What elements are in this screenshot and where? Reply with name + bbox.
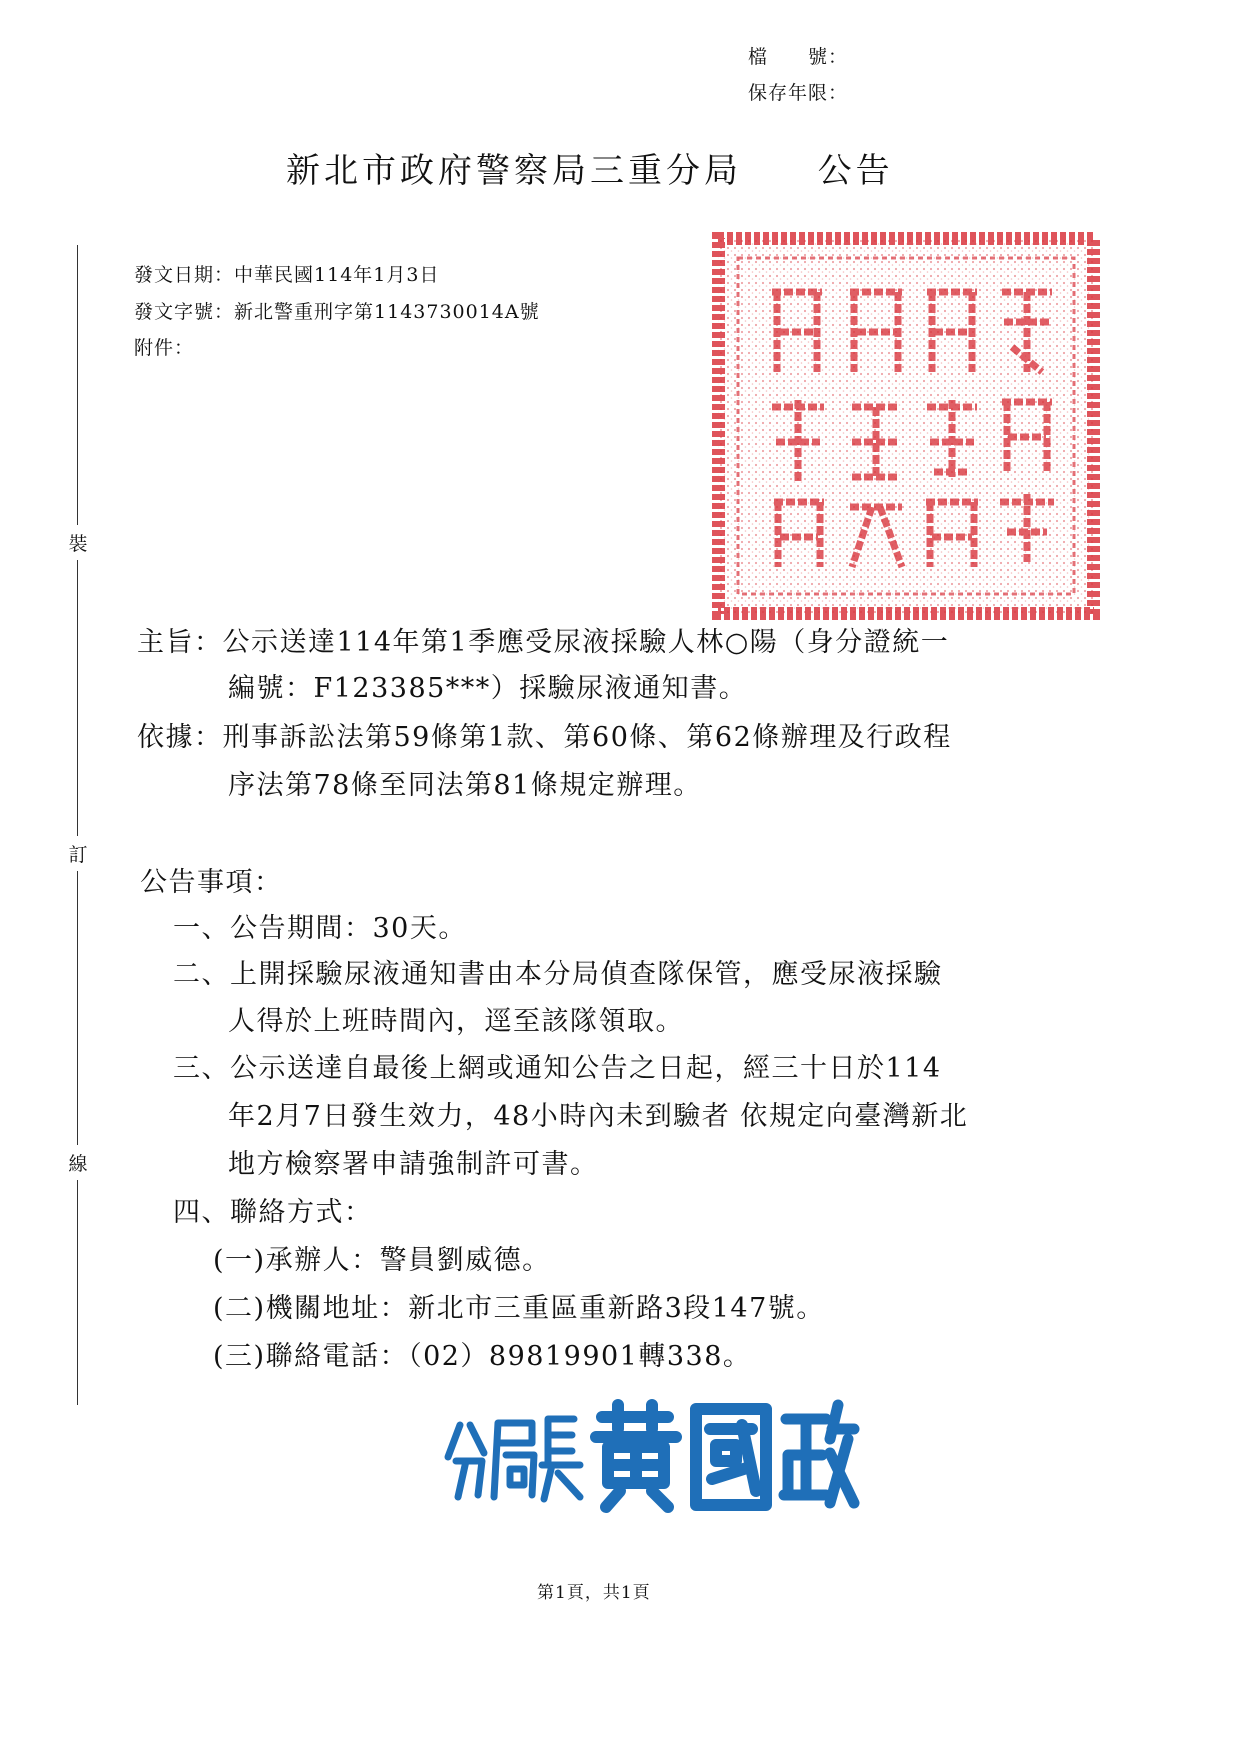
- notice-item-2-text-2: 人得於上班時間內，逕至該隊領取。: [228, 1006, 684, 1037]
- binding-line: [77, 245, 78, 1405]
- subject-label: 主旨：: [137, 627, 223, 658]
- page-footer: 第1頁，共1頁: [537, 1583, 651, 1603]
- contact-address: (二)機關地址：新北市三重區重新路3段147號。: [213, 1293, 825, 1324]
- notice-item-3-number: 三、: [173, 1053, 230, 1084]
- notice-item-4-number: 四、: [173, 1197, 230, 1228]
- title-org: 新北市政府警察局三重分局: [286, 151, 742, 191]
- issue-date-label: 發文日期：: [134, 264, 235, 286]
- binding-mark-zhuang: 裝: [64, 525, 92, 560]
- notice-item-3-text-2: 年2月7日發生效力，48小時內未到驗者 依規定向臺灣新北: [228, 1101, 969, 1132]
- binding-mark-ding: 訂: [64, 836, 92, 871]
- subject-line-2: 編號：F123385***）採驗尿液通知書。: [228, 673, 748, 704]
- issue-date-value: 中華民國114年1月3日: [234, 264, 440, 286]
- basis-line-2: 序法第78條至同法第81條規定辦理。: [228, 770, 702, 801]
- basis-line-1: [137, 715, 952, 754]
- document-number-value: 新北警重刑字第1143730014A號: [234, 301, 540, 323]
- notice-item-2-text-1: 上開採驗尿液通知書由本分局偵查隊保管，應受尿液採驗: [230, 959, 943, 990]
- contact-handler: (一)承辦人：警員劉威德。: [213, 1245, 551, 1276]
- director-signature-icon: [440, 1395, 860, 1515]
- notice-item-3-text-3: 地方檢察署申請強制許可書。: [228, 1149, 599, 1180]
- notice-item-1: [173, 906, 467, 945]
- title-doc-type: 公告: [817, 151, 894, 191]
- basis-label: 依據：: [137, 722, 223, 753]
- notice-item-2-number: 二、: [173, 959, 230, 990]
- document-number-label: 發文字號：: [134, 301, 235, 323]
- notice-item-1-text: 公告期間：30天。: [230, 913, 467, 944]
- page-title: [286, 143, 894, 192]
- document-number: [134, 297, 540, 324]
- basis-text-1: 刑事訴訟法第59條第1款、第60條、第62條辦理及行政程: [222, 722, 952, 753]
- retention-period-label: 保存年限：: [748, 82, 849, 104]
- notice-item-2: [173, 952, 943, 991]
- notice-item-4: [173, 1190, 373, 1229]
- notice-item-3-text-1: 公示送達自最後上網或通知公告之日起，經三十日於114: [230, 1053, 942, 1084]
- notice-item-4-text: 聯絡方式：: [230, 1197, 373, 1228]
- issue-date: [134, 260, 439, 287]
- file-number-label: 檔 號：: [748, 46, 849, 68]
- attachment-label: 附件：: [134, 337, 195, 359]
- subject-line-1: [137, 620, 949, 659]
- contact-phone: (三)聯絡電話：（02）89819901轉338。: [213, 1341, 752, 1372]
- subject-text-1: 公示送達114年第1季應受尿液採驗人林○陽（身分證統一: [222, 627, 950, 658]
- binding-mark-xian: 線: [64, 1145, 92, 1180]
- notice-heading: 公告事項：: [140, 867, 283, 898]
- official-seal-icon: [712, 232, 1100, 620]
- notice-item-3: [173, 1046, 942, 1085]
- notice-item-1-number: 一、: [173, 913, 230, 944]
